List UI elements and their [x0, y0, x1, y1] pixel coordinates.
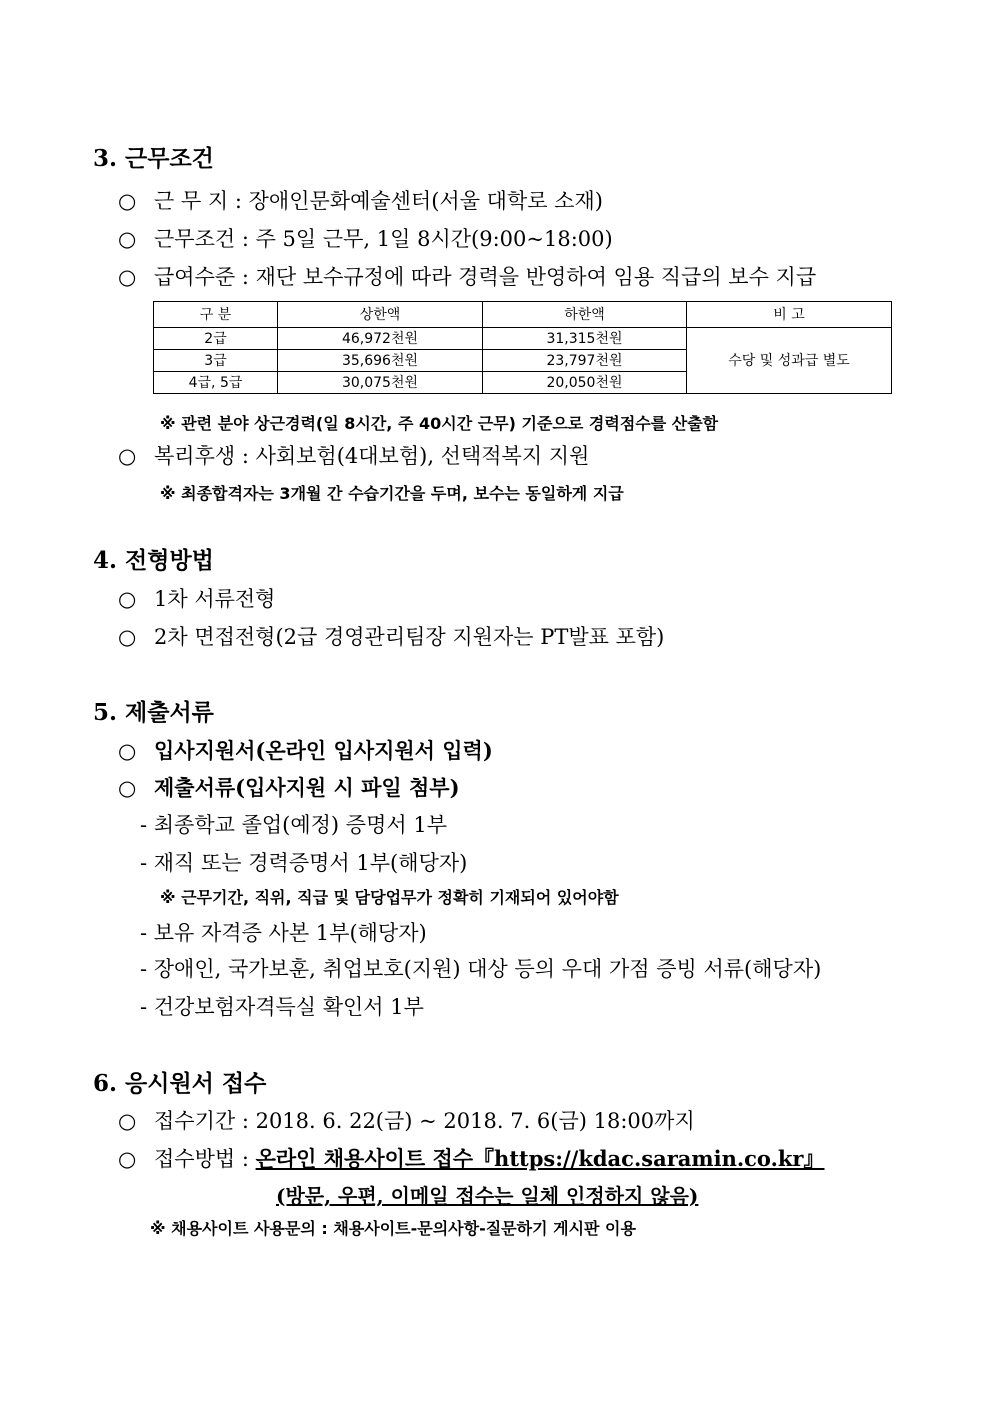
bullet: ○ [118, 444, 137, 468]
doc-item: - 건강보험자격득실 확인서 1부 [140, 995, 424, 1019]
screening-item [118, 583, 275, 613]
career-note: ※ 관련 분야 상근경력(일 8시간, 주 40시간 근무) 기준으로 경력점수를 산출함 [160, 414, 719, 433]
bullet: ○ [118, 1109, 137, 1133]
application-form-text: 입사지원서(온라인 입사지원서 입력) [154, 738, 493, 763]
interview-item [118, 621, 664, 651]
table-cell: 30,075천원 [278, 372, 483, 394]
application-form-item [118, 735, 493, 765]
period-value: 2018. 6. 22(금) ~ 2018. 7. 6(금) 18:00까지 [255, 1109, 695, 1133]
method-label: 접수방법 : [154, 1147, 256, 1171]
welfare-label: 복리후생 : [154, 444, 256, 468]
work-location-item [118, 185, 603, 215]
recruitment-site-link[interactable]: 온라인 채용사이트 접수『https://kdac.saramin.co.kr』 [255, 1146, 825, 1171]
bullet: ○ [118, 189, 137, 213]
doc-item: - 재직 또는 경력증명서 1부(해당자) [140, 851, 468, 875]
table-header-row [154, 302, 892, 328]
work-condition-item [118, 223, 613, 253]
bullet: ○ [118, 738, 137, 763]
salary-item [118, 261, 816, 291]
submission-docs-item [118, 772, 460, 802]
period-label: 접수기간 : [154, 1109, 256, 1133]
section-6-title: 6. 응시원서 접수 [93, 1070, 267, 1097]
table-cell: 35,696천원 [278, 350, 483, 372]
section-3-title: 3. 근무조건 [93, 145, 214, 172]
bullet: ○ [118, 625, 137, 649]
period-item [118, 1105, 695, 1135]
table-cell: 23,797천원 [483, 350, 687, 372]
bullet: ○ [118, 775, 137, 800]
table-row [154, 328, 892, 350]
salary-table [153, 301, 892, 394]
method-item [118, 1143, 825, 1173]
probation-note: ※ 최종합격자는 3개월 간 수습기간을 두며, 보수는 동일하게 지급 [160, 484, 624, 503]
bullet: ○ [118, 587, 137, 611]
doc-item: - 장애인, 국가보훈, 취업보호(지원) 대상 등의 우대 가점 증빙 서류(해당자) [140, 957, 822, 981]
work-location-label: 근 무 지 : [154, 189, 249, 213]
inquiry-note: ※ 채용사이트 사용문의 : 채용사이트-문의사항-질문하기 게시판 이용 [150, 1219, 636, 1238]
table-cell: 31,315천원 [483, 328, 687, 350]
table-cell: 46,972천원 [278, 328, 483, 350]
career-cert-note: ※ 근무기간, 직위, 직급 및 담당업무가 정확히 기재되어 있어야함 [160, 888, 619, 907]
table-remark-cell: 수당 및 성과급 별도 [687, 328, 892, 394]
table-cell: 20,050천원 [483, 372, 687, 394]
bullet: ○ [118, 1147, 137, 1171]
section-4-title: 4. 전형방법 [93, 547, 214, 574]
table-header-cell: 구 분 [154, 302, 278, 328]
screening-text: 1차 서류전형 [154, 587, 276, 611]
welfare-item [118, 440, 589, 470]
table-header-cell: 비 고 [687, 302, 892, 328]
work-condition-value: 주 5일 근무, 1일 8시간(9:00~18:00) [255, 227, 613, 251]
table-header-cell: 상한액 [278, 302, 483, 328]
interview-text: 2차 면접전형(2급 경영관리팀장 지원자는 PT발표 포함) [154, 625, 665, 649]
table-header-cell: 하한액 [483, 302, 687, 328]
bullet: ○ [118, 227, 137, 251]
salary-label: 급여수준 : [154, 265, 256, 289]
table-cell: 4급, 5급 [154, 372, 278, 394]
salary-value: 재단 보수규정에 따라 경력을 반영하여 임용 직급의 보수 지급 [255, 265, 817, 289]
section-5-title: 5. 제출서류 [93, 699, 214, 726]
table-cell: 3급 [154, 350, 278, 372]
table-cell: 2급 [154, 328, 278, 350]
submission-docs-text: 제출서류(입사지원 시 파일 첨부) [154, 775, 460, 800]
work-location-value: 장애인문화예술센터(서울 대학로 소재) [248, 189, 603, 213]
bullet: ○ [118, 265, 137, 289]
doc-item: - 최종학교 졸업(예정) 증명서 1부 [140, 813, 447, 837]
welfare-value: 사회보험(4대보험), 선택적복지 지원 [255, 444, 590, 468]
method-note: (방문, 우편, 이메일 접수는 일체 인정하지 않음) [276, 1184, 699, 1208]
work-condition-label: 근무조건 : [154, 227, 256, 251]
doc-item: - 보유 자격증 사본 1부(해당자) [140, 921, 427, 945]
